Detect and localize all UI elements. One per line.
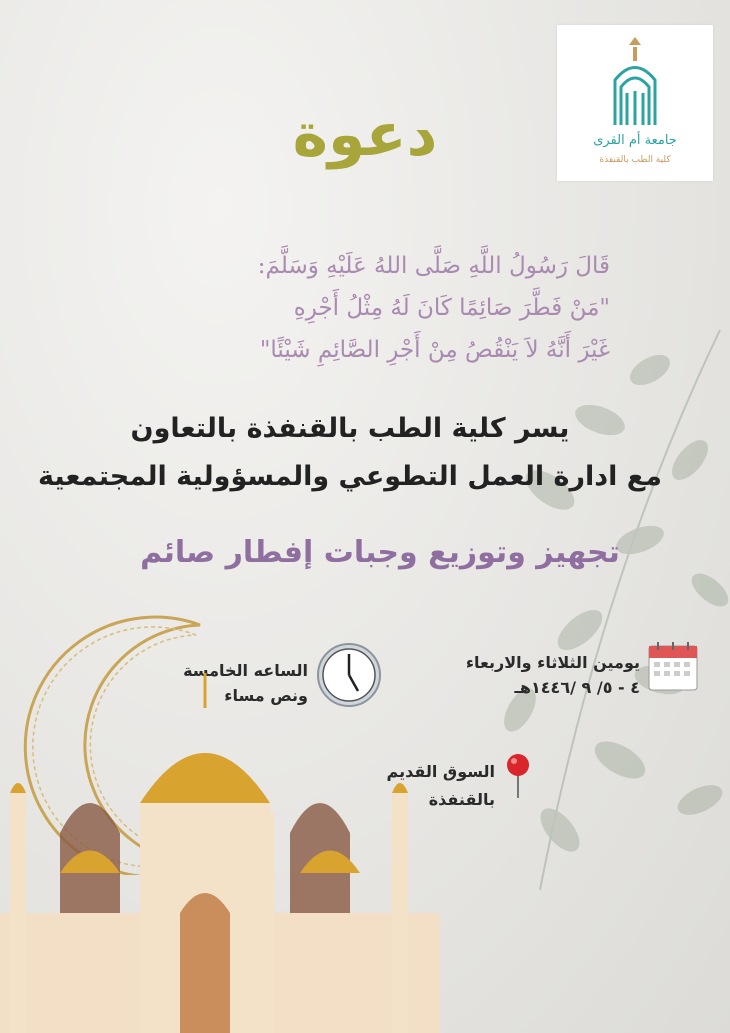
date-days: يومين الثلاثاء والاربعاء [465,653,640,672]
logo-college-name: كلية الطب بالقنفذة [599,155,671,165]
intro-line-1: يسر كلية الطب بالقنفذة بالتعاون [130,413,570,444]
hadith-line-2: "مَنْ فَطَّرَ صَائِمًا كَانَ لَهُ مِثْلُ أَجْرِهِ [293,295,610,321]
calendar-icon [646,640,700,694]
date-hijri: ٤ - ٥/ ٩ /١٤٤٦هـ [514,678,640,697]
hadith-quote [150,245,610,371]
time-hour: الساعه الخامسة [183,661,308,680]
time-period: ونص مساء [224,686,308,705]
mosque-illustration [0,613,440,1033]
event-date [450,650,640,700]
hadith-line-3: غَيْرَ أَنَّهُ لاَ يَنْقُصُ مِنْ أَجْرِ الصَّائِمِ شَيْئًا" [259,337,610,363]
pin-icon [503,752,533,800]
event-name: تجهيز وتوزيع وجبات إفطار صائم [140,535,620,570]
intro-line-2: مع ادارة العمل التطوعي والمسؤولية المجتمعية [38,461,662,492]
location-market: السوق القديم [386,762,495,781]
hadith-line-1: قَالَ رَسُولُ اللَّهِ صَلَّى اللهُ عَلَيْهِ وَسَلَّمَ: [257,253,610,279]
logo-university-name: جامعة أم القرى [593,133,677,148]
invitation-title: دعوة [292,100,438,170]
location-city: بالقنفذة [428,790,495,809]
intro-text [20,405,680,501]
